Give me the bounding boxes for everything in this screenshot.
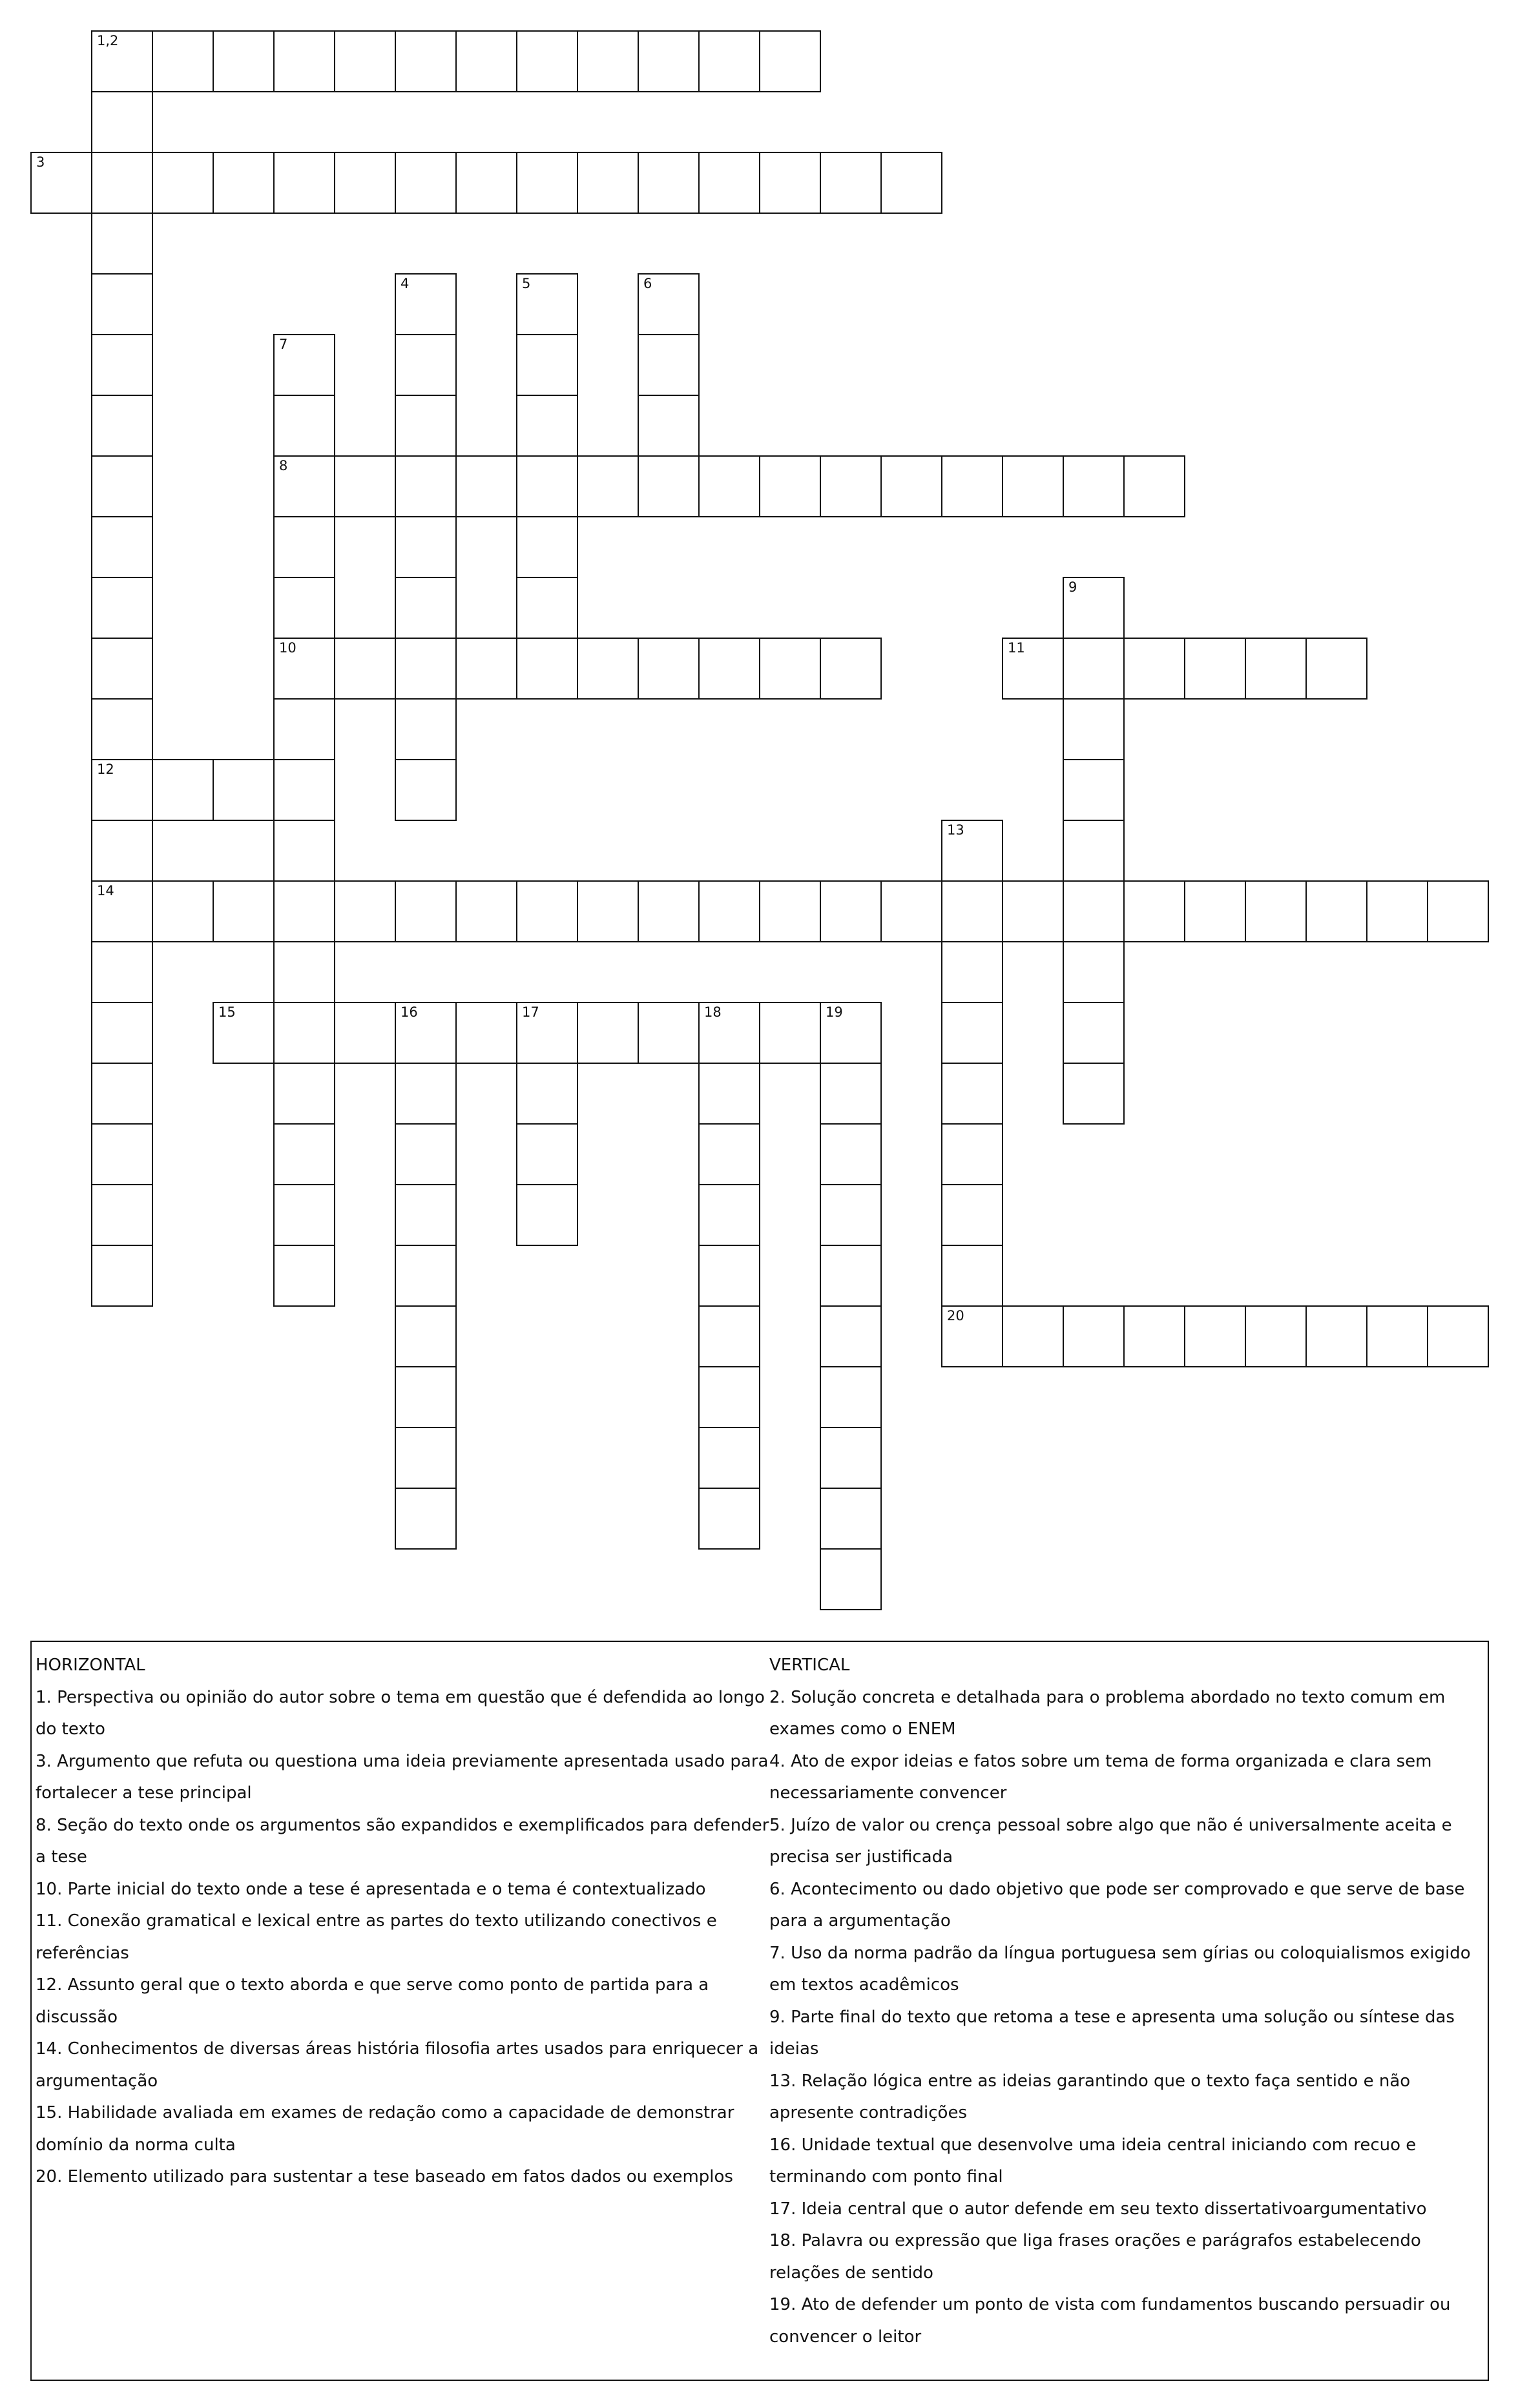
grid-cell[interactable] — [941, 455, 1003, 517]
vertical-clue: 9. Parte final do texto que retoma a tese e apresenta uma solução ou síntese das ideias — [769, 2007, 1455, 2059]
grid-cell[interactable] — [516, 30, 578, 92]
grid-cell[interactable] — [1305, 638, 1367, 700]
grid-cell[interactable] — [152, 759, 214, 821]
grid-cell[interactable] — [516, 273, 578, 335]
grid-cell[interactable] — [698, 30, 760, 92]
grid-cell[interactable] — [698, 1488, 760, 1550]
grid-cell[interactable] — [1063, 1305, 1125, 1367]
grid-cell[interactable] — [638, 1002, 700, 1064]
grid-cell[interactable] — [395, 1063, 457, 1125]
grid-cell[interactable] — [455, 1002, 517, 1064]
grid-cell[interactable] — [152, 880, 214, 942]
grid-cell[interactable] — [820, 152, 882, 214]
grid-cell[interactable] — [91, 334, 153, 396]
grid-cell[interactable] — [1305, 1305, 1367, 1367]
vertical-clue: 6. Acontecimento ou dado objetivo que pode ser comprovado e que serve de base para a argumentação — [769, 1879, 1465, 1931]
grid-cell[interactable] — [91, 577, 153, 639]
clue-number: 11 — [1008, 640, 1025, 656]
grid-cell[interactable] — [638, 395, 700, 457]
vertical-clue: 17. Ideia central que o autor defende em seu texto dissertativoargumentativo — [769, 2199, 1427, 2219]
grid-cell[interactable] — [759, 1002, 821, 1064]
grid-cell[interactable] — [91, 395, 153, 457]
grid-cell[interactable] — [395, 759, 457, 821]
grid-cell[interactable] — [1245, 880, 1307, 942]
grid-cell[interactable] — [334, 638, 396, 700]
grid-cell[interactable] — [395, 273, 457, 335]
grid-cell[interactable] — [91, 516, 153, 578]
grid-cell[interactable] — [638, 638, 700, 700]
grid-cell[interactable] — [1063, 577, 1125, 639]
clue-number: 17 — [522, 1004, 539, 1020]
clue-number: 10 — [279, 640, 296, 656]
horizontal-clue: 3. Argumento que refuta ou questiona uma ideia previamente apresentada usado para fortalecer a tese principal — [36, 1751, 769, 1803]
grid-cell[interactable] — [91, 455, 153, 517]
grid-cell[interactable] — [1063, 941, 1125, 1003]
clue-number: 8 — [279, 458, 288, 473]
grid-cell[interactable] — [820, 1305, 882, 1367]
grid-cell[interactable] — [698, 1366, 760, 1428]
grid-cell[interactable] — [455, 152, 517, 214]
grid-cell[interactable] — [759, 30, 821, 92]
vertical-clue: 18. Palavra ou expressão que liga frases orações e parágrafos estabelecendo relações de sentido — [769, 2231, 1421, 2283]
grid-cell[interactable] — [820, 1245, 882, 1307]
grid-cell[interactable] — [698, 1245, 760, 1307]
grid-cell[interactable] — [516, 1002, 578, 1064]
grid-cell[interactable] — [91, 1123, 153, 1185]
grid-cell[interactable] — [759, 152, 821, 214]
grid-cell[interactable] — [455, 880, 517, 942]
grid-cell[interactable] — [820, 1184, 882, 1246]
clue-number: 14 — [97, 883, 114, 898]
grid-cell[interactable] — [638, 880, 700, 942]
grid-cell[interactable] — [1184, 880, 1246, 942]
grid-cell[interactable] — [1123, 638, 1185, 700]
clue-number: 12 — [97, 762, 114, 777]
clue-number: 19 — [826, 1004, 843, 1020]
grid-cell[interactable] — [395, 1305, 457, 1367]
grid-cell[interactable] — [698, 1305, 760, 1367]
clue-number: 5 — [522, 276, 531, 291]
grid-cell[interactable] — [273, 698, 335, 760]
grid-cell[interactable] — [941, 1002, 1003, 1064]
grid-cell[interactable] — [638, 334, 700, 396]
clue-number: 16 — [400, 1004, 418, 1020]
clue-number: 18 — [704, 1004, 722, 1020]
grid-cell[interactable] — [638, 30, 700, 92]
grid-cell[interactable] — [455, 638, 517, 700]
grid-cell[interactable] — [1184, 1305, 1246, 1367]
grid-cell[interactable] — [213, 759, 275, 821]
vertical-clue: 13. Relação lógica entre as ideias garantindo que o texto faça sentido e não apresente contradições — [769, 2071, 1411, 2123]
grid-cell[interactable] — [880, 880, 942, 942]
grid-cell[interactable] — [698, 455, 760, 517]
horizontal-clue: 12. Assunto geral que o texto aborda e que serve como ponto de partida para a discussão — [36, 1975, 709, 2027]
grid-cell[interactable] — [1366, 880, 1428, 942]
grid-cell[interactable] — [395, 30, 457, 92]
vertical-clue: 4. Ato de expor ideias e fatos sobre um tema de forma organizada e clara sem necessariamente convencer — [769, 1751, 1432, 1803]
grid-cell[interactable] — [213, 880, 275, 942]
grid-cell[interactable] — [516, 334, 578, 396]
grid-cell[interactable] — [577, 455, 639, 517]
grid-cell[interactable] — [1063, 638, 1125, 700]
grid-cell[interactable] — [516, 1184, 578, 1246]
vertical-clue: 16. Unidade textual que desenvolve uma ideia central iniciando com recuo e terminando com ponto final — [769, 2135, 1417, 2186]
grid-cell[interactable] — [577, 638, 639, 700]
vertical-clues — [769, 1650, 1486, 2353]
grid-cell[interactable] — [577, 1002, 639, 1064]
grid-cell[interactable] — [759, 638, 821, 700]
grid-cell[interactable] — [91, 91, 153, 153]
grid-cell[interactable] — [820, 1366, 882, 1428]
grid-cell[interactable] — [152, 30, 214, 92]
grid-cell[interactable] — [273, 1123, 335, 1185]
clue-number: 1,2 — [97, 33, 119, 48]
grid-cell[interactable] — [516, 638, 578, 700]
grid-cell[interactable] — [941, 1184, 1003, 1246]
grid-cell[interactable] — [698, 1123, 760, 1185]
grid-cell[interactable] — [820, 1123, 882, 1185]
grid-cell[interactable] — [880, 455, 942, 517]
clue-number: 15 — [218, 1004, 236, 1020]
grid-cell[interactable] — [213, 1002, 275, 1064]
clue-number: 20 — [947, 1308, 964, 1323]
grid-cell[interactable] — [273, 516, 335, 578]
grid-cell[interactable] — [395, 152, 457, 214]
grid-cell[interactable] — [91, 213, 153, 275]
grid-cell[interactable] — [273, 820, 335, 882]
grid-cell[interactable] — [1123, 880, 1185, 942]
grid-cell[interactable] — [1305, 880, 1367, 942]
grid-cell[interactable] — [941, 880, 1003, 942]
grid-cell[interactable] — [395, 1245, 457, 1307]
grid-cell[interactable] — [30, 152, 92, 214]
grid-cell[interactable] — [91, 30, 153, 92]
grid-cell[interactable] — [820, 1548, 882, 1610]
clue-number: 6 — [643, 276, 652, 291]
grid-cell[interactable] — [334, 455, 396, 517]
horizontal-clue: 8. Seção do texto onde os argumentos são expandidos e exemplificados para defender a tese — [36, 1815, 769, 1867]
grid-cell[interactable] — [638, 152, 700, 214]
grid-cell[interactable] — [820, 1488, 882, 1550]
grid-cell[interactable] — [1366, 1305, 1428, 1367]
horizontal-clue: 15. Habilidade avaliada em exames de redação como a capacidade de demonstrar domínio da norma culta — [36, 2103, 734, 2155]
grid-cell[interactable] — [273, 1063, 335, 1125]
grid-cell[interactable] — [273, 1002, 335, 1064]
clues-box — [30, 1641, 1489, 2381]
horizontal-clue: 1. Perspectiva ou opinião do autor sobre o tema em questão que é defendida ao longo do texto — [36, 1687, 765, 1739]
grid-cell[interactable] — [941, 941, 1003, 1003]
grid-cell[interactable] — [395, 516, 457, 578]
grid-cell[interactable] — [91, 759, 153, 821]
grid-cell[interactable] — [91, 1002, 153, 1064]
clue-number: 7 — [279, 337, 288, 352]
grid-cell[interactable] — [273, 455, 335, 517]
grid-cell[interactable] — [1002, 880, 1064, 942]
clue-number: 9 — [1068, 579, 1077, 595]
grid-cell[interactable] — [395, 1366, 457, 1428]
grid-cell[interactable] — [820, 455, 882, 517]
grid-cell[interactable] — [516, 1123, 578, 1185]
grid-cell[interactable] — [577, 30, 639, 92]
grid-cell[interactable] — [941, 1063, 1003, 1125]
grid-cell[interactable] — [698, 152, 760, 214]
grid-cell[interactable] — [941, 1123, 1003, 1185]
grid-cell[interactable] — [91, 1184, 153, 1246]
grid-cell[interactable] — [395, 1002, 457, 1064]
grid-cell[interactable] — [273, 759, 335, 821]
grid-cell[interactable] — [698, 638, 760, 700]
grid-cell[interactable] — [820, 1063, 882, 1125]
grid-cell[interactable] — [1063, 455, 1125, 517]
grid-cell[interactable] — [1063, 820, 1125, 882]
grid-cell[interactable] — [516, 1063, 578, 1125]
grid-cell[interactable] — [273, 1245, 335, 1307]
grid-cell[interactable] — [213, 30, 275, 92]
grid-cell[interactable] — [395, 334, 457, 396]
grid-cell[interactable] — [698, 1184, 760, 1246]
vertical-clue: 19. Ato de defender um ponto de vista com fundamentos buscando persuadir ou convencer o leitor — [769, 2295, 1451, 2347]
grid-cell[interactable] — [455, 455, 517, 517]
grid-cell[interactable] — [1123, 1305, 1185, 1367]
grid-cell[interactable] — [638, 273, 700, 335]
grid-cell[interactable] — [152, 152, 214, 214]
grid-cell[interactable] — [1427, 880, 1489, 942]
grid-cell[interactable] — [820, 1002, 882, 1064]
grid-cell[interactable] — [820, 638, 882, 700]
grid-cell[interactable] — [941, 1305, 1003, 1367]
grid-cell[interactable] — [516, 455, 578, 517]
vertical-title: VERTICAL — [769, 1655, 850, 1675]
grid-cell[interactable] — [395, 577, 457, 639]
grid-cell[interactable] — [334, 1002, 396, 1064]
grid-cell[interactable] — [273, 880, 335, 942]
horizontal-clue: 14. Conhecimentos de diversas áreas história filosofia artes usados para enriquecer a argumentação — [36, 2039, 759, 2091]
grid-cell[interactable] — [516, 395, 578, 457]
horizontal-clue-list — [36, 1682, 772, 2194]
grid-cell[interactable] — [395, 1123, 457, 1185]
grid-cell[interactable] — [273, 1184, 335, 1246]
grid-cell[interactable] — [91, 941, 153, 1003]
vertical-clue: 2. Solução concreta e detalhada para o problema abordado no texto comum em exames como o ENEM — [769, 1687, 1446, 1739]
grid-cell[interactable] — [577, 152, 639, 214]
grid-cell[interactable] — [1184, 638, 1246, 700]
grid-cell[interactable] — [1123, 455, 1185, 517]
grid-cell[interactable] — [395, 638, 457, 700]
grid-cell[interactable] — [91, 152, 153, 214]
grid-cell[interactable] — [455, 30, 517, 92]
clue-number: 4 — [400, 276, 410, 291]
grid-cell[interactable] — [941, 820, 1003, 882]
horizontal-title: HORIZONTAL — [36, 1655, 145, 1675]
grid-cell[interactable] — [1063, 880, 1125, 942]
grid-cell[interactable] — [91, 638, 153, 700]
grid-cell[interactable] — [698, 1427, 760, 1489]
grid-cell[interactable] — [395, 698, 457, 760]
grid-cell[interactable] — [273, 30, 335, 92]
grid-cell[interactable] — [91, 1063, 153, 1125]
grid-cell[interactable] — [273, 638, 335, 700]
grid-cell[interactable] — [273, 577, 335, 639]
grid-cell[interactable] — [91, 1245, 153, 1307]
grid-cell[interactable] — [273, 941, 335, 1003]
grid-cell[interactable] — [213, 152, 275, 214]
grid-cell[interactable] — [395, 880, 457, 942]
grid-cell[interactable] — [1427, 1305, 1489, 1367]
grid-cell[interactable] — [273, 334, 335, 396]
grid-cell[interactable] — [577, 880, 639, 942]
grid-cell[interactable] — [698, 1002, 760, 1064]
grid-cell[interactable] — [820, 880, 882, 942]
grid-cell[interactable] — [1002, 638, 1064, 700]
grid-cell[interactable] — [395, 1488, 457, 1550]
grid-cell[interactable] — [395, 455, 457, 517]
grid-cell[interactable] — [1245, 1305, 1307, 1367]
grid-cell[interactable] — [395, 1184, 457, 1246]
grid-cell[interactable] — [1063, 1002, 1125, 1064]
grid-cell[interactable] — [273, 395, 335, 457]
grid-cell[interactable] — [334, 30, 396, 92]
horizontal-clue: 20. Elemento utilizado para sustentar a tese baseado em fatos dados ou exemplos — [36, 2167, 733, 2186]
grid-cell[interactable] — [759, 880, 821, 942]
grid-cell[interactable] — [1245, 638, 1307, 700]
grid-cell[interactable] — [516, 516, 578, 578]
grid-cell[interactable] — [516, 152, 578, 214]
clue-number: 3 — [36, 154, 45, 170]
grid-cell[interactable] — [273, 152, 335, 214]
grid-cell[interactable] — [698, 1063, 760, 1125]
grid-cell[interactable] — [880, 152, 942, 214]
vertical-clue-list — [769, 1682, 1486, 2354]
grid-cell[interactable] — [334, 880, 396, 942]
horizontal-clue: 11. Conexão gramatical e lexical entre as partes do texto utilizando conectivos e referências — [36, 1911, 717, 1963]
grid-cell[interactable] — [516, 577, 578, 639]
grid-cell[interactable] — [91, 820, 153, 882]
vertical-clue: 5. Juízo de valor ou crença pessoal sobre algo que não é universalmente aceita e precisa ser justificada — [769, 1815, 1452, 1867]
horizontal-clue: 10. Parte inicial do texto onde a tese é apresentada e o tema é contextualizado — [36, 1879, 706, 1899]
grid-cell[interactable] — [1002, 455, 1064, 517]
clue-number: 13 — [947, 822, 964, 838]
grid-cell[interactable] — [638, 455, 700, 517]
grid-cell[interactable] — [91, 880, 153, 942]
grid-cell[interactable] — [395, 1427, 457, 1489]
grid-cell[interactable] — [1002, 1305, 1064, 1367]
grid-cell[interactable] — [698, 880, 760, 942]
grid-cell[interactable] — [759, 455, 821, 517]
grid-cell[interactable] — [91, 698, 153, 760]
grid-cell[interactable] — [334, 152, 396, 214]
grid-cell[interactable] — [516, 880, 578, 942]
grid-cell[interactable] — [91, 273, 153, 335]
grid-cell[interactable] — [941, 1245, 1003, 1307]
grid-cell[interactable] — [820, 1427, 882, 1489]
horizontal-clues — [36, 1650, 772, 2194]
grid-cell[interactable] — [395, 395, 457, 457]
grid-cell[interactable] — [1063, 1063, 1125, 1125]
grid-cell[interactable] — [1063, 759, 1125, 821]
vertical-clue: 7. Uso da norma padrão da língua portuguesa sem gírias ou coloquialismos exigido em textos acadêmicos — [769, 1943, 1471, 1995]
grid-cell[interactable] — [1063, 698, 1125, 760]
